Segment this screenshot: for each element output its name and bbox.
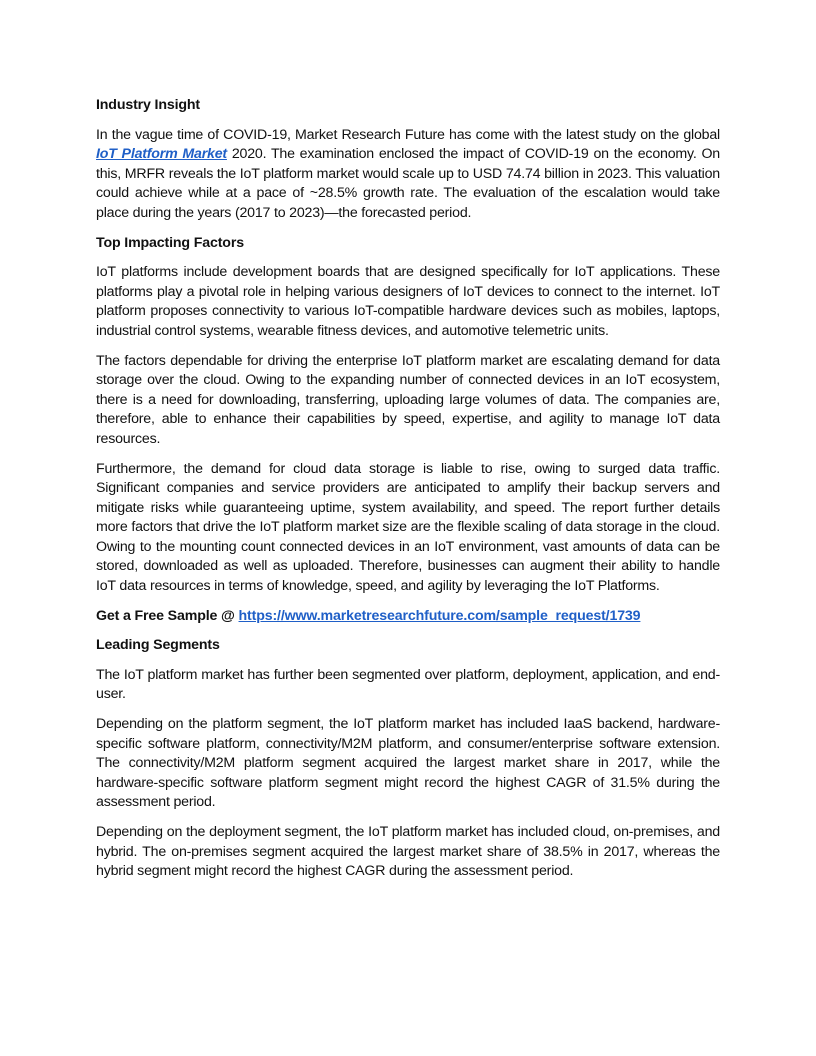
paragraph-industry-insight: [96, 126, 720, 224]
paragraph-text: 2020. The examination enclosed the impact of COVID-19 on the economy. On this, MRFR reveals the IoT platform market would scale up to USD 74.74 billion in 2023. This valuation could achieve while at a pace of ~28.5% growth rate. The evaluation of the escalation would take place during the years (2017 to 2023)—the forecasted period.: [96, 146, 721, 221]
heading-industry-insight: Industry Insight: [96, 97, 201, 113]
paragraph-cloud-storage-demand: Furthermore, the demand for cloud data storage is liable to rise, owing to surged data traffic. Significant companies and service providers are anticipated to amplify their backup servers and mitigate risks while guaranteeing uptime, system availability, and speed. The report further details more factors that drive the IoT platform market size are the flexible scaling of data storage in the cloud. Owing to the mounting count connected devices in an IoT environment, vast amounts of data can be stored, downloaded as well as uploaded. Therefore, businesses can augment their ability to handle IoT data resources in terms of knowledge, speed, and agility by leveraging the IoT Platforms.: [96, 460, 720, 595]
paragraph-driving-factors: The factors dependable for driving the enterprise IoT platform market are escalating demand for data storage over the cloud. Owing to the expanding number of connected devices in an IoT ecosystem, there is a need for downloading, transferring, uploading large volumes of data. The companies are, therefore, able to enhance their capabilities by speed, expertise, and agility to manage IoT data resources.: [96, 352, 720, 447]
document-page: [96, 96, 720, 892]
heading-leading-segments: Leading Segments: [96, 637, 220, 654]
free-sample-link[interactable]: https://www.marketresearchfuture.com/sample_request/1739: [238, 607, 641, 624]
paragraph-iot-platforms: IoT platforms include development boards that are designed specifically for IoT applications. These platforms play a pivotal role in helping various designers of IoT devices to connect to the internet. IoT platform proposes connectivity to various IoT-compatible hardware devices such as mobiles, laptops, industrial control systems, wearable fitness devices, and automotive telemetric units.: [96, 264, 720, 339]
paragraph-text: In the vague time of COVID-19, Market Research Future has come with the latest study on the global: [96, 126, 720, 143]
paragraph-platform-segment: Depending on the platform segment, the IoT platform market has included IaaS backend, hardware-specific software platform, connectivity/M2M platform, and consumer/enterprise software extension. The connectivity/M2M platform segment acquired the largest market share in 2017, while the hardware-specific software platform segment might record the highest CAGR of 31.5% during the assessment period.: [96, 716, 720, 811]
free-sample-label: Get a Free Sample @: [96, 607, 239, 624]
iot-platform-market-link[interactable]: IoT Platform Market: [96, 146, 227, 163]
heading-top-impacting-factors: Top Impacting Factors: [96, 234, 244, 251]
paragraph-segmentation: The IoT platform market has further been segmented over platform, deployment, application, and end-user.: [96, 666, 720, 703]
free-sample-line: [96, 607, 720, 627]
paragraph-deployment-segment: Depending on the deployment segment, the IoT platform market has included cloud, on-premises, and hybrid. The on-premises segment acquired the largest market share of 38.5% in 2017, whereas the hybrid segment might record the highest CAGR during the assessment period.: [96, 824, 720, 880]
